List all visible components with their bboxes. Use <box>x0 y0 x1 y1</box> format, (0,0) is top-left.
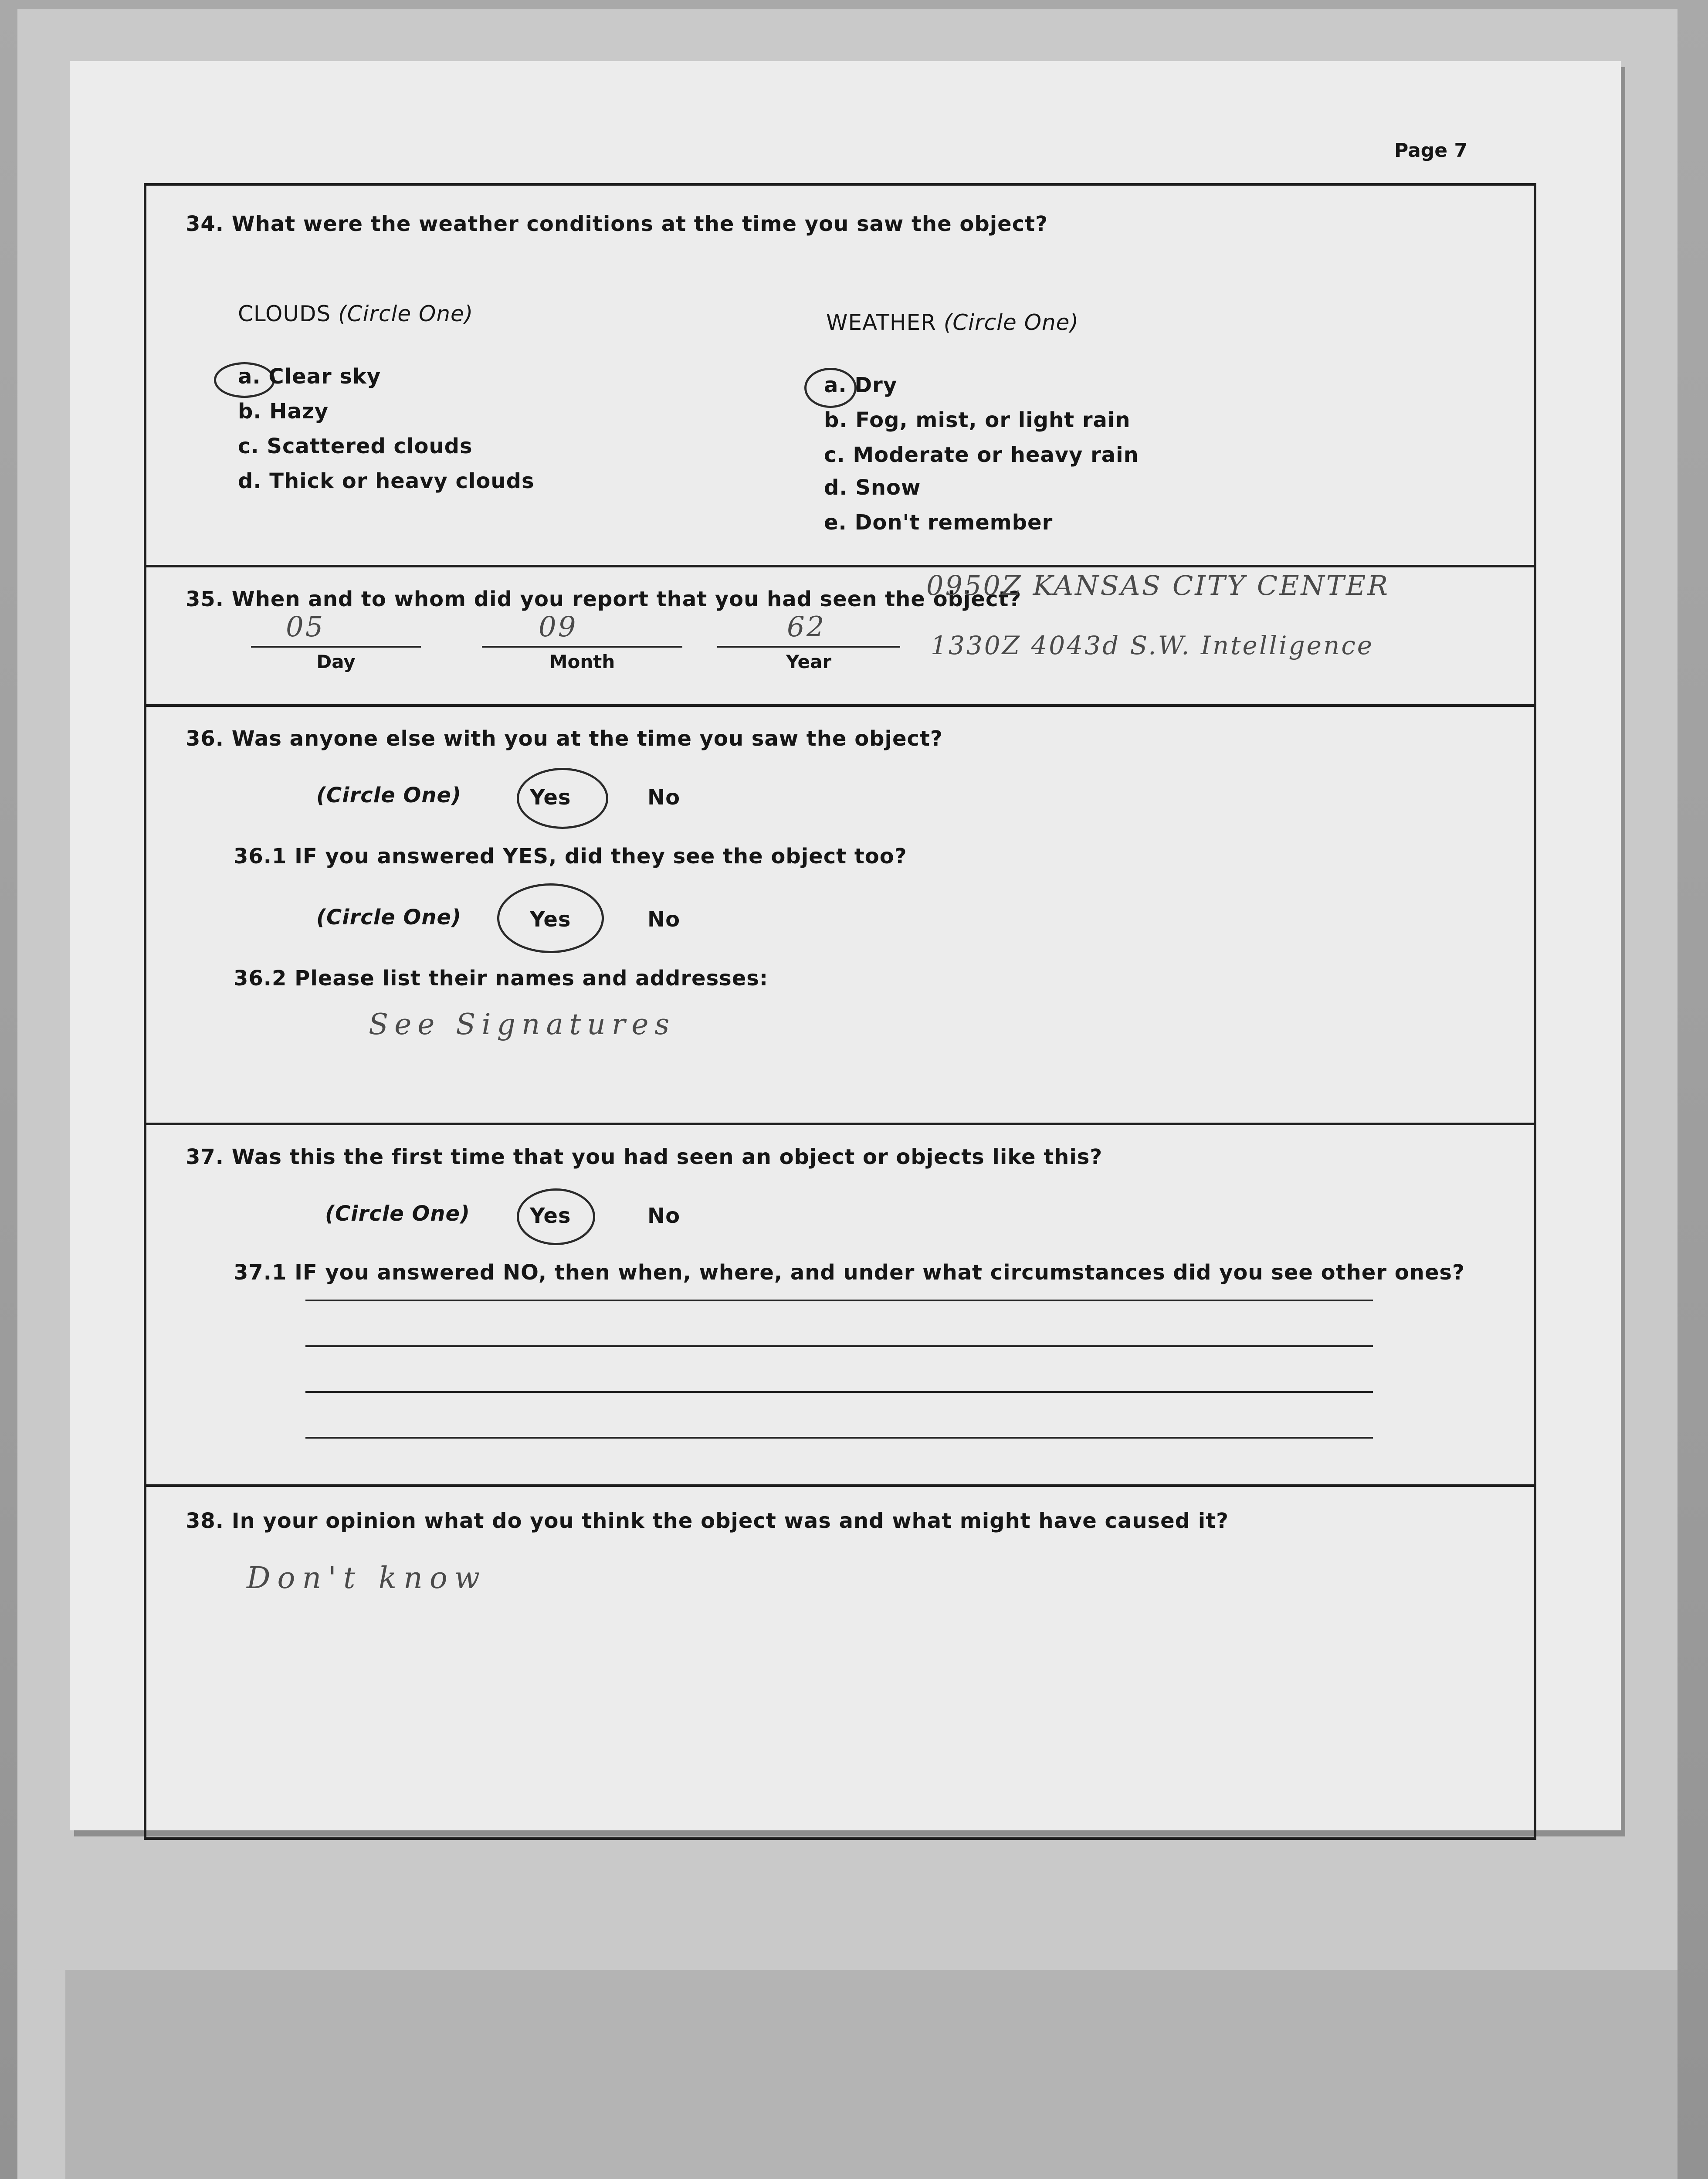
hint-36: (Circle One) <box>316 783 461 808</box>
question-36-2: 36.2 Please list their names and addresses: <box>234 966 769 991</box>
weather-option-a[interactable]: a. Dry <box>824 373 898 397</box>
weather-header <box>826 310 1079 335</box>
answer-36-no[interactable]: No <box>647 785 681 810</box>
month-label: Month <box>549 651 615 672</box>
answer-36-1-no[interactable]: No <box>647 907 681 932</box>
clouds-option-c[interactable]: c. Scattered clouds <box>238 434 473 458</box>
month-line <box>482 646 682 648</box>
question-35: 35. When and to whom did you report that you had seen the object? <box>186 587 1022 611</box>
question-34: 34. What were the weather conditions at the time you saw the object? <box>186 212 1048 236</box>
section-34 <box>146 186 1534 565</box>
clouds-option-b[interactable]: b. Hazy <box>238 399 329 424</box>
answer-line-37-1-b[interactable] <box>305 1345 1373 1347</box>
clouds-header <box>238 301 473 326</box>
weather-hint: (Circle One) <box>943 310 1079 335</box>
handwritten-report-line-1: 0950Z KANSAS CITY CENTER <box>926 570 1389 601</box>
weather-option-c[interactable]: c. Moderate or heavy rain <box>824 443 1139 467</box>
clouds-option-d[interactable]: d. Thick or heavy clouds <box>238 469 535 493</box>
answer-36-2[interactable]: See Signatures <box>369 1008 676 1041</box>
clouds-hint: (Circle One) <box>338 301 474 326</box>
year-label: Year <box>786 651 832 672</box>
page-number: Page 7 <box>1394 139 1468 162</box>
weather-header-text: WEATHER <box>826 310 936 335</box>
form-frame <box>144 183 1536 1840</box>
answer-36-1-yes[interactable]: Yes <box>530 907 571 932</box>
section-37 <box>146 1123 1534 1487</box>
year-value[interactable]: 62 <box>787 611 826 643</box>
question-36: 36. Was anyone else with you at the time you saw the object? <box>186 726 943 751</box>
clouds-header-text: CLOUDS <box>238 301 331 326</box>
section-38 <box>146 1484 1534 1840</box>
hint-37: (Circle One) <box>325 1202 470 1226</box>
weather-option-b[interactable]: b. Fog, mist, or light rain <box>824 408 1131 432</box>
hint-36-1: (Circle One) <box>316 905 461 930</box>
handwritten-report-line-2: 1330Z 4043d S.W. Intelligence <box>931 631 1374 660</box>
sheet-shadow <box>65 1970 1678 2179</box>
day-value[interactable]: 05 <box>286 611 325 643</box>
day-line <box>251 646 421 648</box>
year-line <box>717 646 900 648</box>
weather-option-d[interactable]: d. Snow <box>824 475 921 500</box>
section-36 <box>146 704 1534 1125</box>
clouds-option-a[interactable]: a. Clear sky <box>238 364 381 389</box>
answer-37-no[interactable]: No <box>647 1204 681 1228</box>
answer-line-37-1-a[interactable] <box>305 1300 1373 1301</box>
answer-line-37-1-c[interactable] <box>305 1391 1373 1393</box>
month-value[interactable]: 09 <box>539 611 578 643</box>
question-37-1: 37.1 IF you answered NO, then when, where, and under what circumstances did you see other ones? <box>234 1260 1465 1285</box>
question-38: 38. In your opinion what do you think the object was and what might have caused it? <box>186 1509 1229 1533</box>
answer-38[interactable]: Don't know <box>247 1561 487 1595</box>
weather-option-e[interactable]: e. Don't remember <box>824 510 1053 535</box>
question-37: 37. Was this the first time that you had seen an object or objects like this? <box>186 1145 1103 1169</box>
answer-line-37-1-d[interactable] <box>305 1437 1373 1439</box>
answer-37-yes[interactable]: Yes <box>530 1204 571 1228</box>
question-36-1: 36.1 IF you answered YES, did they see the object too? <box>234 844 907 869</box>
day-label: Day <box>316 651 356 672</box>
section-35 <box>146 565 1534 707</box>
answer-36-yes[interactable]: Yes <box>530 785 571 810</box>
